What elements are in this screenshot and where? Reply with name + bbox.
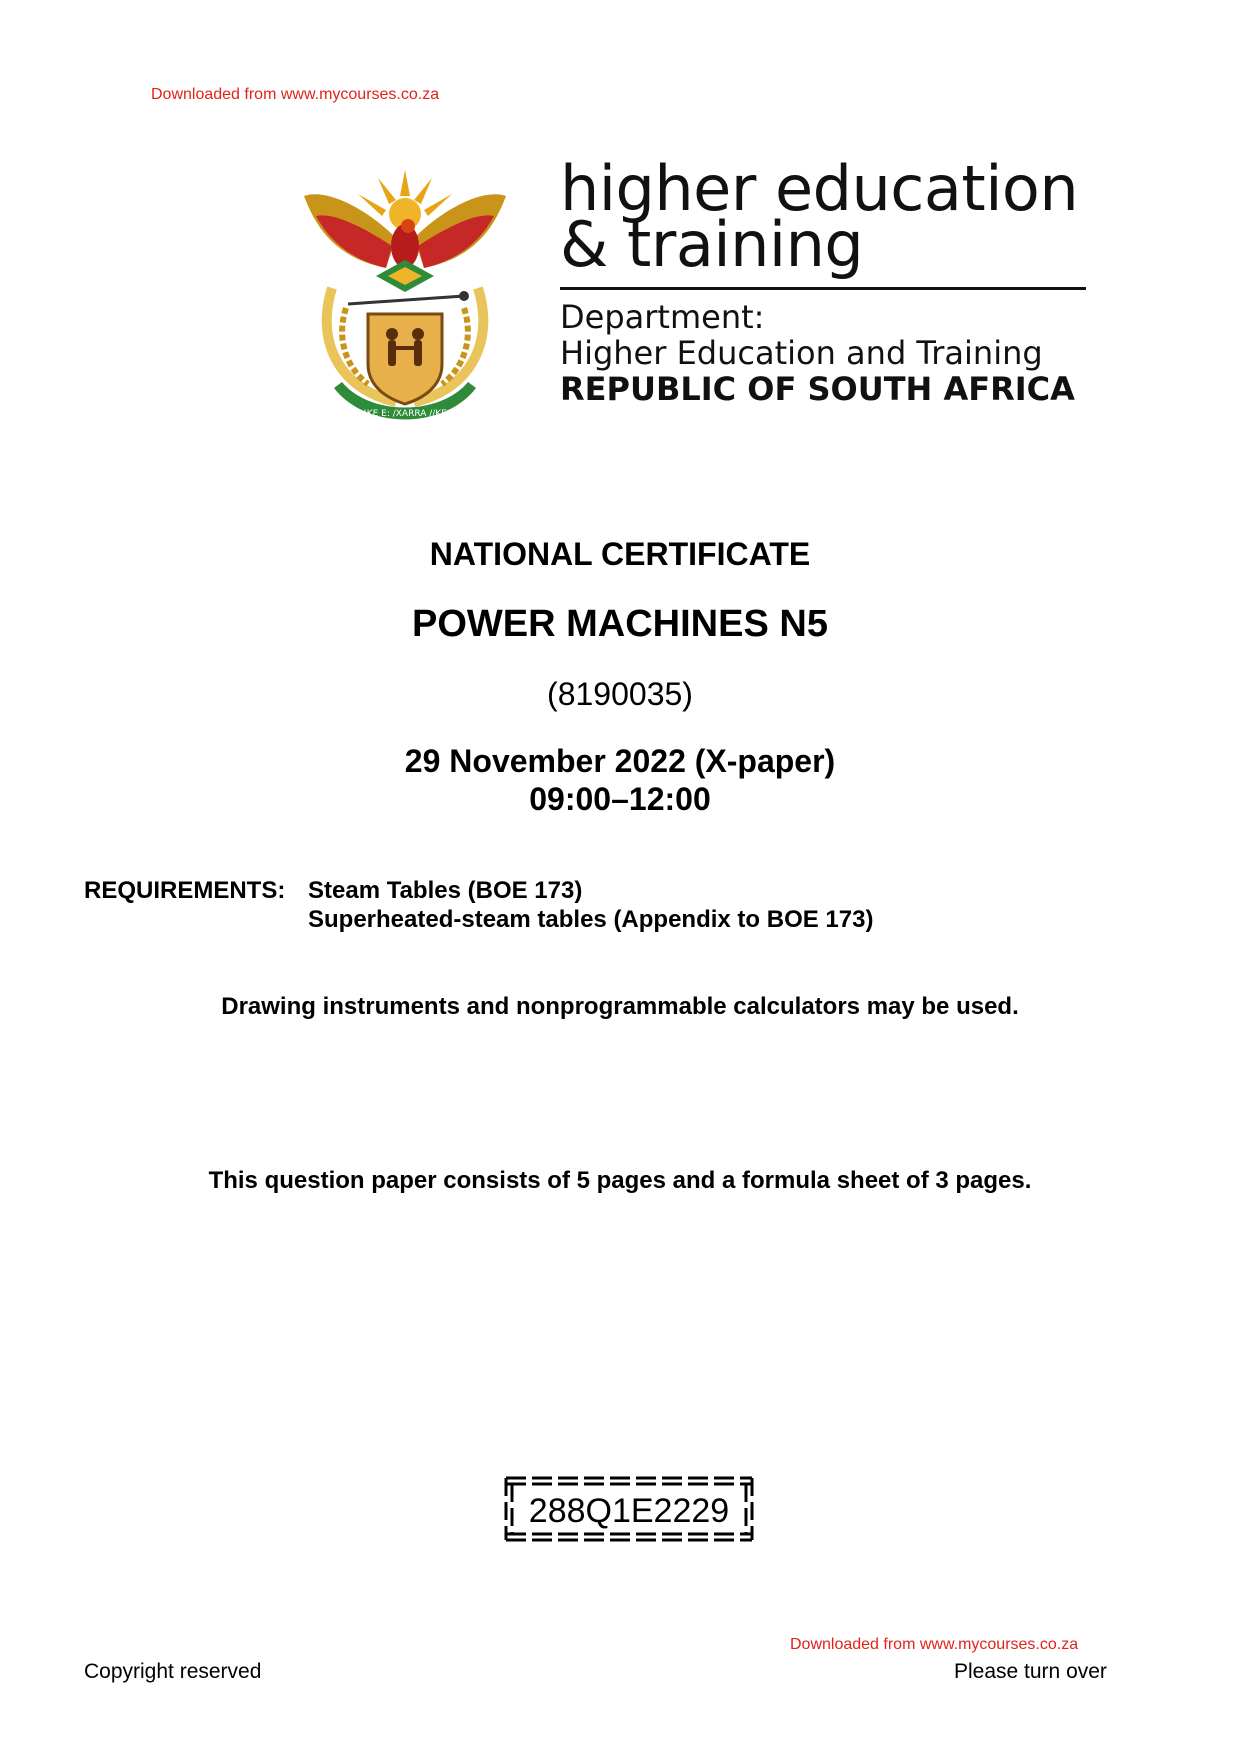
crest-shield	[368, 314, 442, 404]
brand-title-line2: & training	[560, 208, 864, 281]
requirement-item: Steam Tables (BOE 173)	[308, 877, 583, 904]
department-label: Department:	[560, 298, 765, 336]
brand-title-line1: higher education	[560, 152, 1079, 225]
exam-date: 29 November 2022 (X-paper)	[404, 743, 836, 779]
requirements-label: REQUIREMENTS:	[84, 877, 286, 904]
subject-code: (8190035)	[547, 676, 693, 712]
download-watermark-top: Downloaded from www.mycourses.co.za	[151, 86, 440, 103]
paper-code: 288Q1E2229	[528, 1492, 730, 1530]
turn-over-note: Please turn over	[954, 1660, 1107, 1683]
department-name: Higher Education and Training	[560, 334, 1043, 372]
requirement-item: Superheated-steam tables (Appendix to BOE 173)	[308, 906, 874, 933]
page-count-note: This question paper consists of 5 pages and a formula sheet of 3 pages.	[208, 1167, 1032, 1194]
country-name: REPUBLIC OF SOUTH AFRICA	[560, 370, 1075, 408]
svg-text:!KE E: /XARRA //KE: !KE E: /XARRA //KE	[363, 409, 447, 419]
coat-of-arms-logo	[296, 168, 514, 430]
subject-title: POWER MACHINES N5	[412, 603, 828, 645]
calculator-instruction: Drawing instruments and nonprogrammable calculators may be used.	[221, 993, 1019, 1020]
brand-divider	[560, 287, 1086, 290]
copyright-notice: Copyright reserved	[84, 1660, 262, 1683]
download-watermark-bottom: Downloaded from www.mycourses.co.za	[790, 1636, 1079, 1653]
exam-time: 09:00–12:00	[529, 781, 711, 817]
certificate-title: NATIONAL CERTIFICATE	[429, 536, 811, 572]
